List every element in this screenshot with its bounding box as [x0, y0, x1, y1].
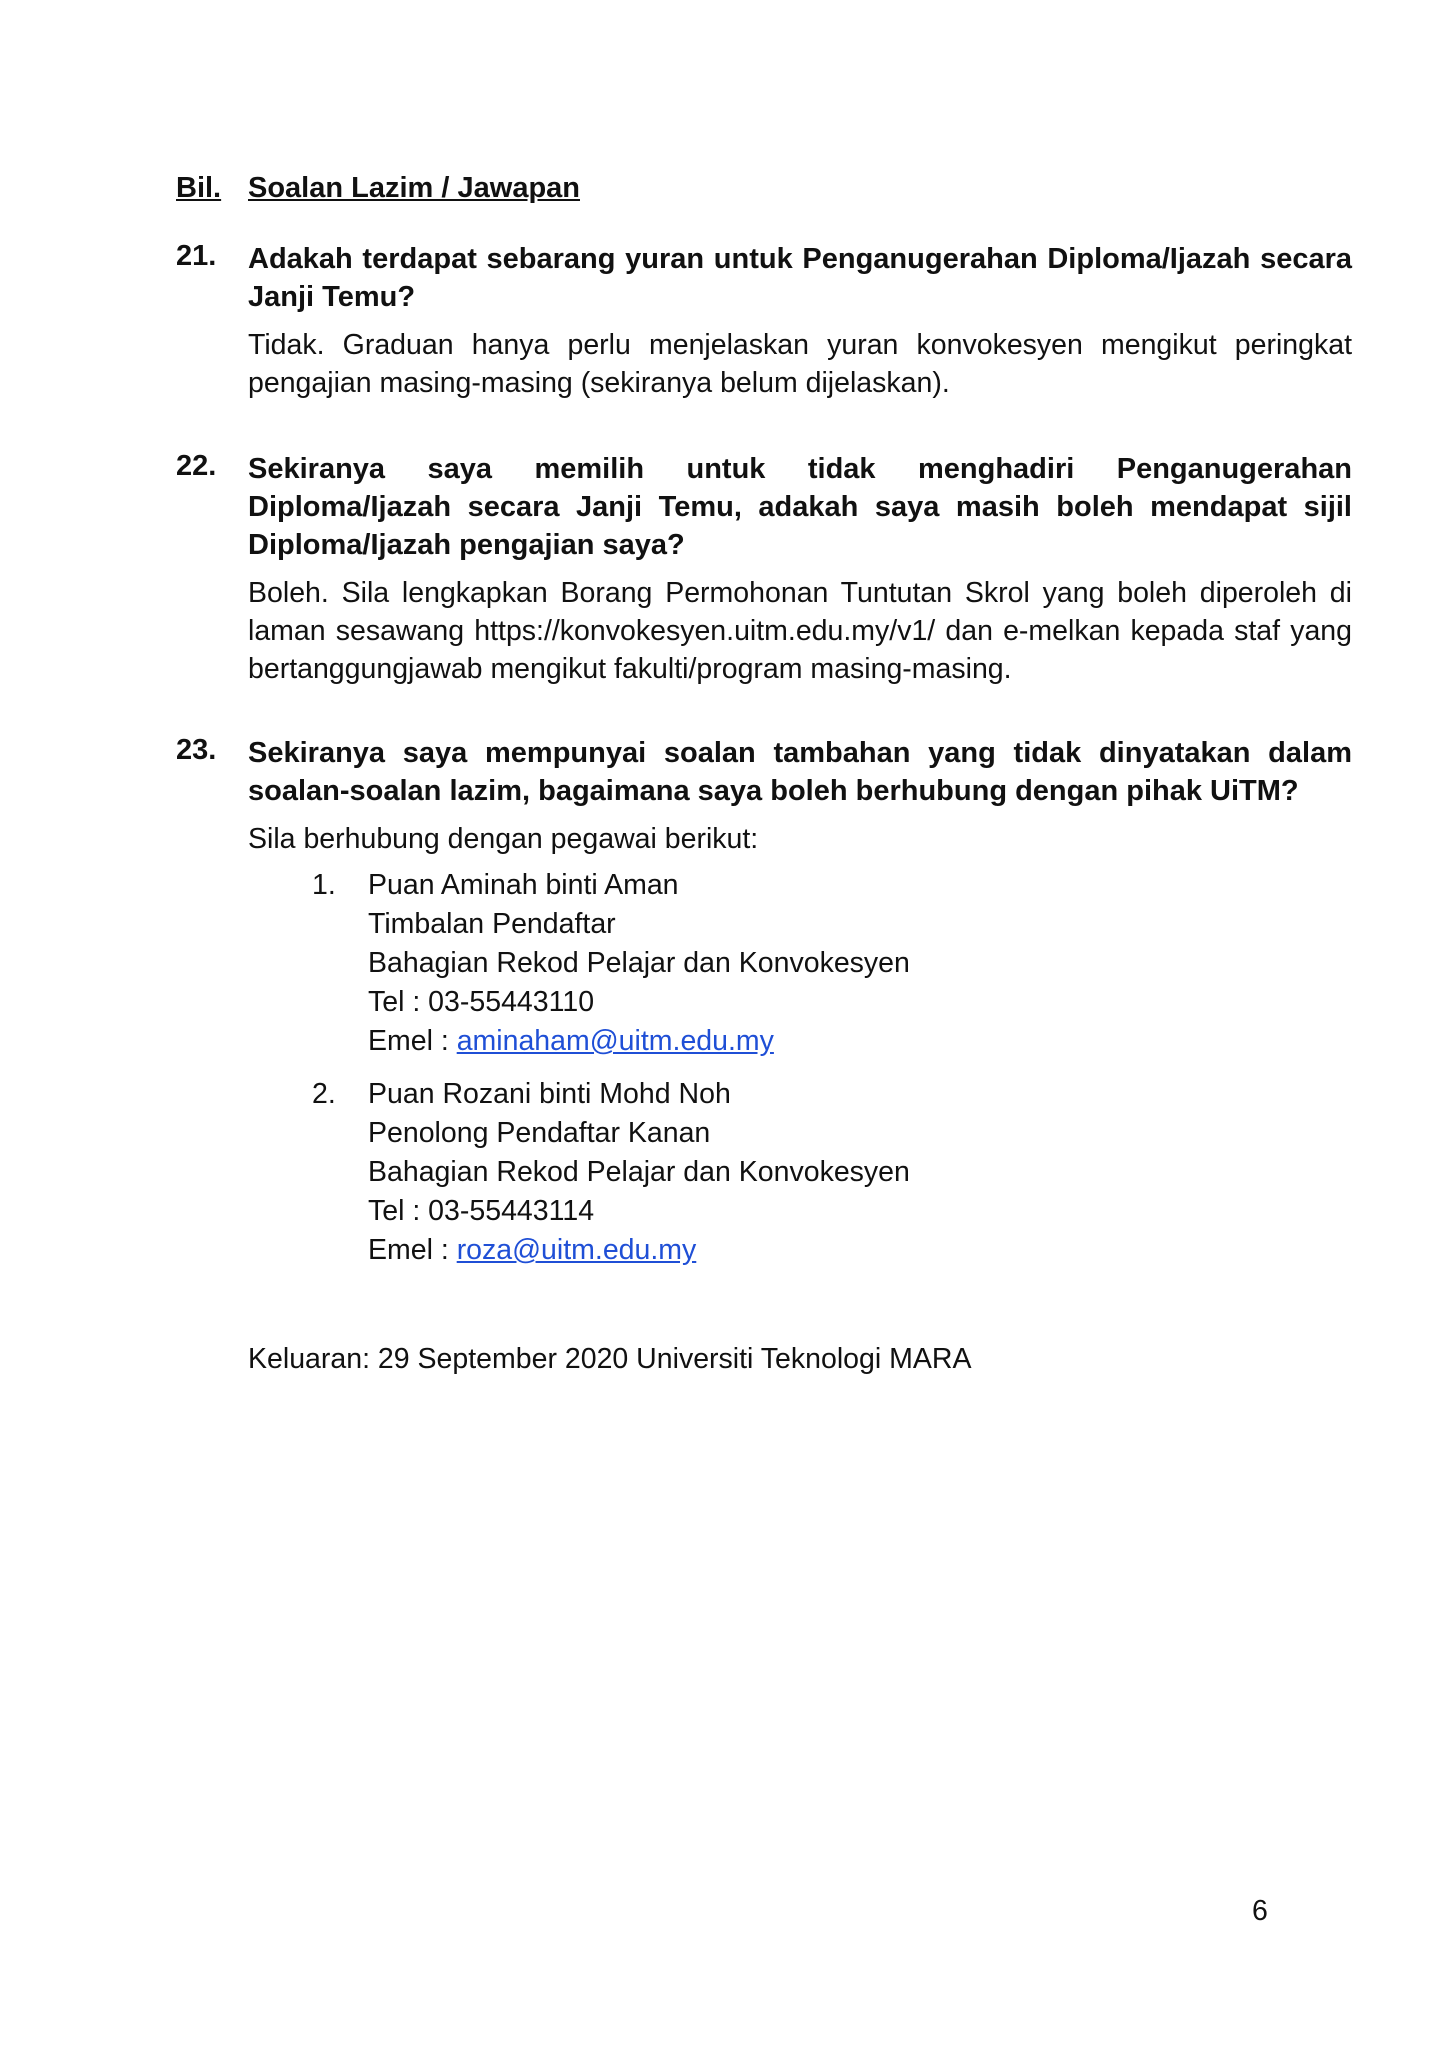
- faq-question: Sekiranya saya mempunyai soalan tambahan yang tidak dinyatakan dalam soalan-soalan lazim, bagaimana saya boleh berhubung dengan pihak UiTM?: [248, 737, 1352, 807]
- contact-email-label: Emel :: [368, 1234, 457, 1266]
- contact-division: Bahagian Rekod Pelajar dan Konvokesyen: [368, 947, 910, 979]
- contact-name: Puan Rozani binti Mohd Noh: [368, 1078, 731, 1110]
- header-title: Soalan Lazim / Jawapan: [248, 172, 580, 204]
- contact-position: Penolong Pendaftar Kanan: [368, 1117, 711, 1149]
- contact-item: [248, 1075, 1352, 1270]
- contact-position: Timbalan Pendaftar: [368, 908, 616, 940]
- header-bil: Bil.: [176, 172, 222, 204]
- faq-number: 22.: [176, 450, 217, 482]
- contact-email-label: Emel :: [368, 1025, 457, 1057]
- contact-tel: Tel : 03-55443110: [368, 986, 595, 1018]
- contact-number: 1.: [312, 869, 336, 901]
- faq-item-21: [176, 240, 1352, 402]
- contact-tel: Tel : 03-55443114: [368, 1195, 595, 1227]
- contact-number: 2.: [312, 1078, 336, 1110]
- faq-answer: Boleh. Sila lengkapkan Borang Permohonan Tuntutan Skrol yang boleh diperoleh di laman sesawang https://konvokesyen.uitm.edu.my/v1/ dan e-melkan kepada staf yang bertanggungjawab mengikut fakulti/program masing-masing.: [248, 577, 1352, 685]
- faq-answer: Sila berhubung dengan pegawai berikut:: [248, 823, 759, 855]
- contact-email-link[interactable]: roza@uitm.edu.my: [456, 1234, 697, 1266]
- contact-email-row: [368, 1231, 1352, 1270]
- faq-answer: Tidak. Graduan hanya perlu menjelaskan yuran konvokesyen mengikut peringkat pengajian masing-masing (sekiranya belum dijelaskan).: [248, 329, 1352, 399]
- faq-number: 21.: [176, 240, 217, 272]
- contact-division: Bahagian Rekod Pelajar dan Konvokesyen: [368, 1156, 910, 1188]
- faq-number: 23.: [176, 734, 217, 766]
- faq-question: Adakah terdapat sebarang yuran untuk Penganugerahan Diploma/Ijazah secara Janji Temu?: [248, 243, 1352, 313]
- contact-list: [248, 866, 1352, 1270]
- faq-item-23: [176, 734, 1352, 1284]
- contact-email-link[interactable]: aminaham@uitm.edu.my: [456, 1025, 774, 1057]
- contact-email-row: [368, 1022, 1352, 1061]
- faq-item-22: [176, 450, 1352, 688]
- contact-name: Puan Aminah binti Aman: [368, 869, 679, 901]
- release-note: Keluaran: 29 September 2020 Universiti Teknologi MARA: [248, 1343, 972, 1375]
- contact-item: [248, 866, 1352, 1061]
- faq-question: Sekiranya saya memilih untuk tidak menghadiri Penganugerahan Diploma/Ijazah secara Janji Temu, adakah saya masih boleh mendapat sijil Diploma/Ijazah pengajian saya?: [248, 453, 1352, 561]
- page-number: 6: [1252, 1895, 1268, 1927]
